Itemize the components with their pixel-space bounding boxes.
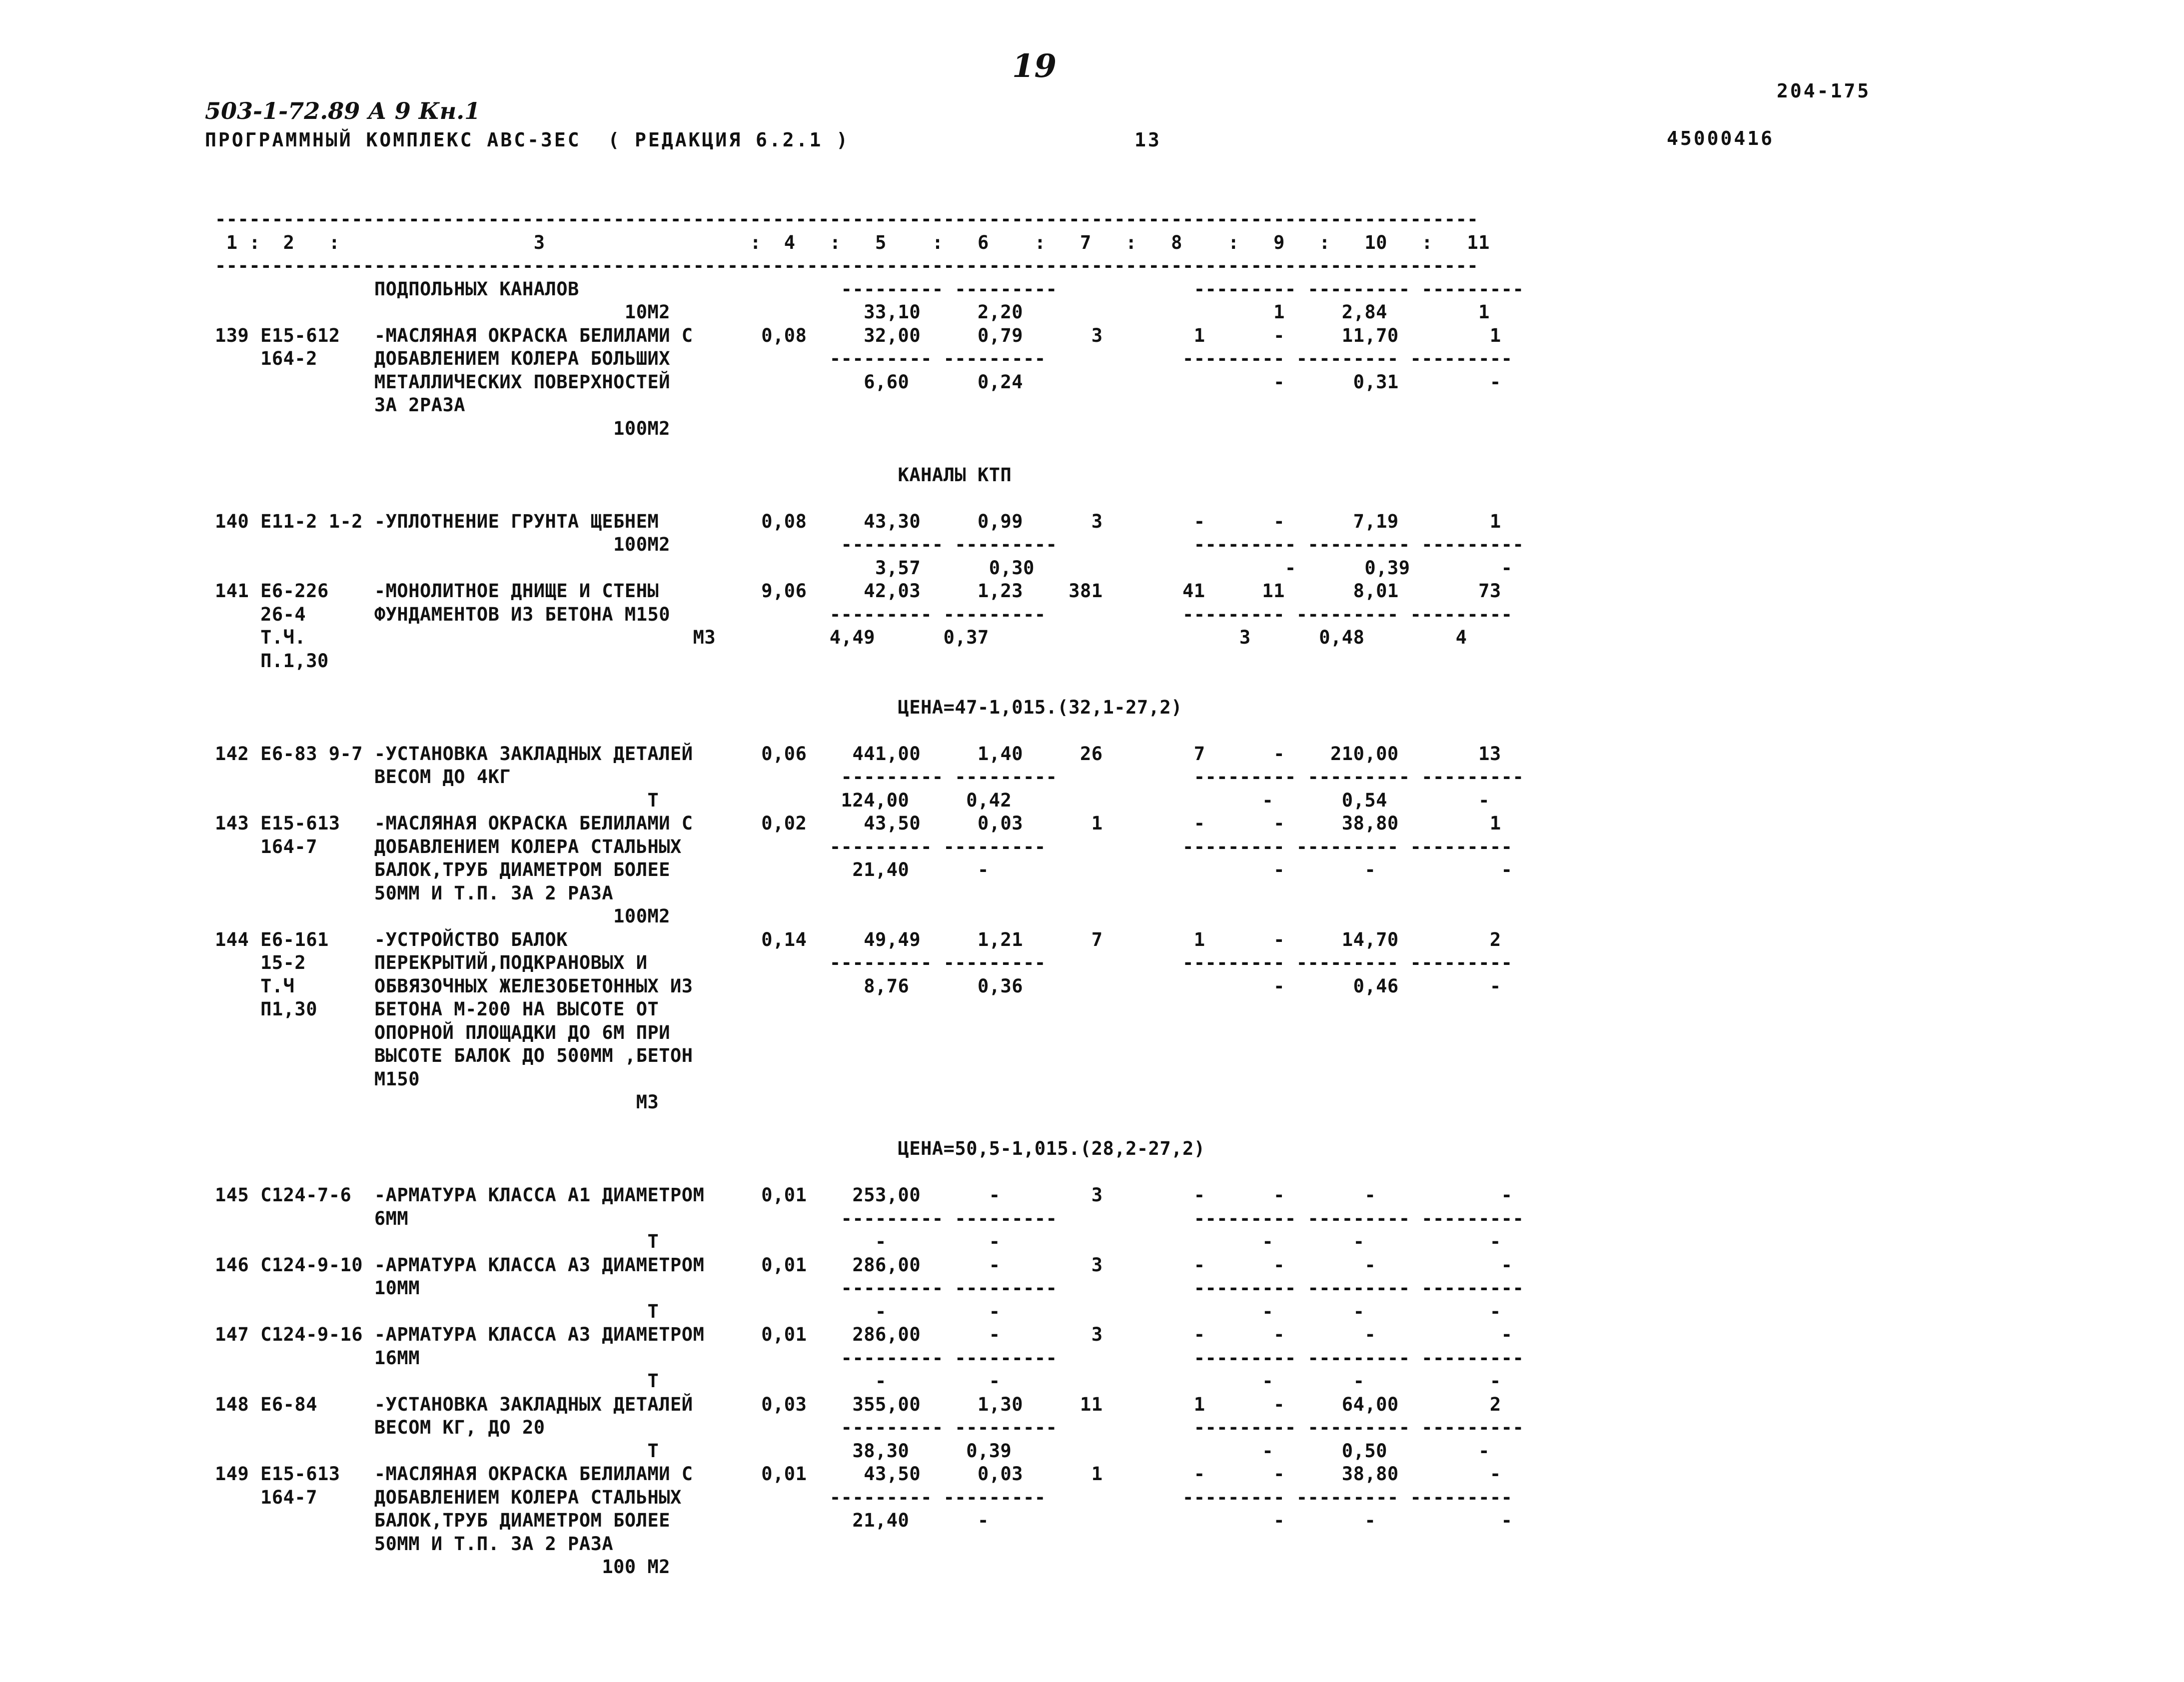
estimate-table: --------------------------------------------------------------------------------------------------------------- 1 : 2 : 3 : 4 : 5 : 6 : 7 : 8 : 9 : 10 : 11 --------------------------------------------------------------------------------------------------------------- ПОДПОЛЬНЫХ КАНАЛОВ --------- --------- --------- --------- --------- 10М2 33,10 2,20 1 2,84 1 139 Е15-612 -МАСЛЯНАЯ ОКРАСКА БЕЛИЛАМИ С 0,08 32,00 0,79 3 1 - 11,70 1 164-2 ДОБАВЛЕНИЕМ КОЛЕРА БОЛЬШИХ --------- --------- --------- --------- --------- МЕТАЛЛИЧЕСКИХ ПОВЕРХНОСТЕЙ 6,60 0,24 - 0,31 - ЗА 2РАЗА 100М2 КАНАЛЫ КТП 140 Е11-2 1-2 -УПЛОТНЕНИЕ ГРУНТА ЩЕБНЕМ 0,08 43,30 0,99 3 - - 7,19 1 100М2 --------- --------- --------- --------- --------- 3,57 0,30 - 0,39 - 141 Е6-226 -МОНОЛИТНОЕ ДНИЩЕ И СТЕНЫ 9,06 42,03 1,23 381 41 11 8,01 73 26-4 ФУНДАМЕНТОВ ИЗ БЕТОНА М150 --------- --------- --------- --------- --------- Т.Ч. М3 4,49 0,37 3 0,48 4 П.1,30 ЦЕНА=47-1,015.(32,1-27,2) 142 Е6-83 9-7 -УСТАНОВКА ЗАКЛАДНЫХ ДЕТАЛЕЙ 0,06 441,00 1,40 26 7 - 210,00 13 ВЕСОМ ДО 4КГ --------- --------- --------- --------- --------- Т 124,00 0,42 - 0,54 - 143 Е15-613 -МАСЛЯНАЯ ОКРАСКА БЕЛИЛАМИ С 0,02 43,50 0,03 1 - - 38,80 1 164-7 ДОБАВЛЕНИЕМ КОЛЕРА СТАЛЬНЫХ --------- --------- --------- --------- --------- БАЛОК,ТРУБ ДИАМЕТРОМ БОЛЕЕ 21,40 - - - - 50ММ И Т.П. ЗА 2 РАЗА 100М2 144 Е6-161 -УСТРОЙСТВО БАЛОК 0,14 49,49 1,21 7 1 - 14,70 2 15-2 ПЕРЕКРЫТИЙ,ПОДКРАНОВЫХ И --------- --------- --------- --------- --------- Т.Ч ОБВЯЗОЧНЫХ ЖЕЛЕЗОБЕТОННЫХ ИЗ 8,76 0,36 - 0,46 - П1,30 БЕТОНА М-200 НА ВЫСОТЕ ОТ ОПОРНОЙ ПЛОЩАДКИ ДО 6М ПРИ ВЫСОТЕ БАЛОК ДО 500ММ ,БЕТОН М150 М3 ЦЕНА=50,5-1,015.(28,2-27,2) 145 С124-7-6 -АРМАТУРА КЛАССА А1 ДИАМЕТРОМ 0,01 253,00 - 3 - - - - 6ММ --------- --------- --------- --------- --------- Т - - - - - 146 С124-9-10 -АРМАТУРА КЛАССА А3 ДИАМЕТРОМ 0,01 286,00 - 3 - - - - 10ММ --------- --------- --------- --------- --------- Т - - - - - 147 С124-9-16 -АРМАТУРА КЛАССА А3 ДИАМЕТРОМ 0,01 286,00 - 3 - - - - 16ММ --------- --------- --------- --------- --------- Т - - - - - 148 Е6-84 -УСТАНОВКА ЗАКЛАДНЫХ ДЕТАЛЕЙ 0,03 355,00 1,30 11 1 - 64,00 2 ВЕСОМ КГ, ДО 20 --------- --------- --------- --------- --------- Т 38,30 0,39 - 0,50 - 149 Е15-613 -МАСЛЯНАЯ ОКРАСКА БЕЛИЛАМИ С 0,01 43,50 0,03 1 - - 38,80 - 164-7 ДОБАВЛЕНИЕМ КОЛЕРА СТАЛЬНЫХ --------- --------- --------- --------- --------- БАЛОК,ТРУБ ДИАМЕТРОМ БОЛЕЕ 21,40 - - - - 50ММ И Т.П. ЗА 2 РАЗА 100 М2 (215, 208, 1524, 1578)
handwritten-reference: 503-1-72.89 А 9 Кн.1 (205, 97, 481, 124)
program-title: ПРОГРАММНЫЙ КОМПЛЕКС АВС-ЗЕС ( РЕДАКЦИЯ 6.2.1 ) (205, 129, 850, 151)
sheet-number: 13 (1134, 129, 1161, 151)
document-code: 204-175 (1777, 80, 1871, 102)
handwritten-page-number: 19 (1012, 47, 1057, 85)
object-code: 45000416 (1667, 127, 1775, 149)
